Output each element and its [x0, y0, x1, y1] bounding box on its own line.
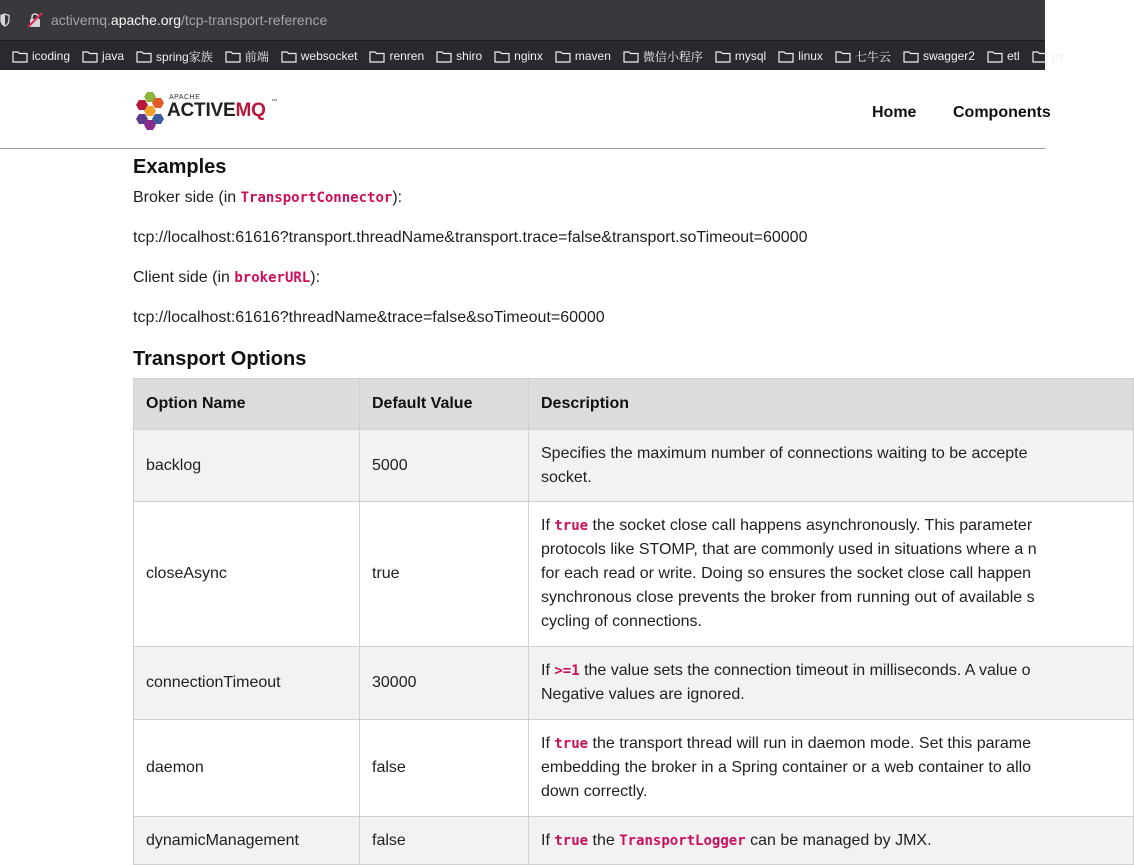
- bookmark-label: spring家族: [156, 49, 213, 64]
- description-text: protocols like STOMP, that are commonly used in situations where a n: [541, 541, 1037, 558]
- logo-mq-text: MQ: [235, 100, 266, 121]
- bookmarks-bar: [0, 40, 1065, 71]
- description-line: [541, 610, 1121, 634]
- folder-icon: [494, 50, 510, 63]
- broker-url-example: tcp://localhost:61616?transport.threadName&transport.trace=false&transport.soTimeout=60000: [133, 229, 808, 246]
- url-path: /tcp-transport-reference: [180, 12, 328, 28]
- folder-icon: [369, 50, 385, 63]
- description-line: [541, 514, 1121, 538]
- folder-icon: [136, 50, 152, 63]
- description-line: [541, 538, 1121, 562]
- default-value-cell: false: [360, 817, 529, 865]
- option-name-cell: connectionTimeout: [134, 647, 360, 720]
- bookmark-folder[interactable]: [555, 41, 611, 71]
- folder-icon: [987, 50, 1003, 63]
- description-text: If: [541, 735, 555, 752]
- default-value-cell: true: [360, 502, 529, 647]
- folder-icon: [12, 50, 28, 63]
- description-line: [541, 442, 1121, 466]
- bookmark-folder[interactable]: [436, 41, 482, 71]
- description-line: [541, 586, 1121, 610]
- insecure-lock-icon[interactable]: [27, 12, 43, 28]
- bookmark-label: 七牛云: [854, 49, 891, 64]
- bookmark-folder[interactable]: [12, 41, 70, 71]
- description-cell: [529, 430, 1134, 502]
- default-value-cell: 30000: [360, 647, 529, 720]
- folder-icon: [623, 50, 639, 63]
- url-prefix: activemq.: [51, 12, 111, 28]
- table-row: [134, 430, 1134, 502]
- folder-icon: [1032, 50, 1048, 63]
- examples-heading: Examples: [133, 156, 227, 178]
- bookmark-label: renren: [389, 49, 425, 63]
- description-text: down correctly.: [541, 783, 648, 800]
- header-default-value: Default Value: [360, 379, 529, 430]
- url-text[interactable]: [51, 12, 327, 28]
- url-host: apache.org: [110, 12, 181, 28]
- folder-icon: [281, 50, 297, 63]
- description-text: the: [588, 831, 620, 849]
- bookmark-folder[interactable]: [225, 41, 269, 71]
- inline-code: true: [554, 832, 589, 849]
- bookmark-label: java: [102, 49, 125, 63]
- logo-trademark: ™: [271, 99, 277, 105]
- bookmark-folder[interactable]: [494, 41, 543, 71]
- broker-side-suffix: ):: [392, 189, 403, 206]
- default-value-cell: false: [360, 720, 529, 817]
- description-text: If: [541, 517, 555, 534]
- description-text: cycling of connections.: [541, 613, 702, 630]
- description-line: [541, 683, 1121, 707]
- bookmark-label: shiro: [456, 49, 483, 63]
- bookmark-label: 前端: [244, 49, 269, 64]
- default-value-cell: 5000: [360, 430, 529, 502]
- folder-icon: [835, 50, 851, 63]
- broker-side-code: TransportConnector: [240, 190, 393, 206]
- bookmark-label: nginx: [514, 49, 543, 63]
- description-text: socket.: [541, 468, 592, 486]
- transport-options-table: [133, 378, 1134, 865]
- description-line: [541, 659, 1121, 683]
- description-text: can be managed by JMX.: [745, 831, 932, 849]
- folder-icon: [82, 50, 98, 63]
- bookmark-label: py: [1051, 49, 1065, 63]
- inline-code: true: [554, 518, 589, 534]
- bookmark-folder[interactable]: [1032, 41, 1065, 71]
- folder-icon: [778, 50, 794, 63]
- header-description: Description: [529, 379, 1134, 430]
- bookmark-folder[interactable]: [369, 41, 424, 71]
- broker-side-text: [133, 189, 402, 207]
- folder-icon: [436, 50, 452, 63]
- description-line: [541, 780, 1121, 804]
- folder-icon: [903, 50, 919, 63]
- description-line: [541, 756, 1121, 780]
- client-side-prefix: Client side (in: [133, 269, 235, 286]
- bookmark-label: linux: [798, 49, 823, 63]
- site-header: [0, 70, 1051, 149]
- logo-brand-text: [167, 100, 266, 122]
- folder-icon: [715, 50, 731, 63]
- logo-active-text: ACTIVE: [167, 100, 236, 121]
- inline-code: true: [554, 736, 589, 752]
- option-name-cell: backlog: [134, 430, 360, 502]
- description-text: the value sets the connection timeout in milliseconds. A value o: [579, 662, 1031, 679]
- inline-code: >=1: [554, 663, 580, 679]
- broker-side-prefix: Broker side (in: [133, 189, 241, 206]
- transport-options-heading: Transport Options: [133, 348, 307, 370]
- client-url-example: tcp://localhost:61616?threadName&trace=false&soTimeout=60000: [133, 309, 605, 326]
- bookmark-folder[interactable]: [136, 41, 213, 71]
- option-name-cell: daemon: [134, 720, 360, 817]
- bookmark-label: etl: [1006, 49, 1020, 63]
- table-header-row: [134, 379, 1134, 430]
- description-cell: [529, 502, 1134, 647]
- description-text: If: [541, 662, 555, 679]
- description-text: embedding the broker in a Spring container or a web container to allo: [541, 759, 1032, 776]
- bookmark-folder[interactable]: [835, 41, 891, 71]
- bookmark-label: icoding: [32, 49, 71, 63]
- activemq-logo-mark-icon: [136, 90, 166, 134]
- inline-code: TransportLogger: [619, 832, 746, 849]
- description-line: [541, 732, 1121, 756]
- description-cell: [529, 720, 1134, 817]
- description-line: [541, 562, 1121, 586]
- description-text: Negative values are ignored.: [541, 686, 745, 703]
- table-row: [134, 502, 1134, 647]
- header-option-name: Option Name: [134, 379, 360, 430]
- bookmark-folder[interactable]: [715, 41, 766, 71]
- bookmark-folder[interactable]: [623, 41, 703, 71]
- description-text: If: [541, 831, 555, 849]
- description-text: for each read or write. Doing so ensures the socket close call happen: [541, 565, 1032, 582]
- bookmark-folder[interactable]: [903, 41, 975, 71]
- table-row: [134, 720, 1134, 817]
- browser-url-bar[interactable]: [0, 0, 1045, 40]
- description-text: the transport thread will run in daemon mode. Set this parame: [588, 735, 1031, 752]
- option-name-cell: dynamicManagement: [134, 817, 360, 865]
- bookmark-label: mysql: [734, 49, 767, 63]
- bookmark-label: swagger2: [922, 49, 975, 63]
- bookmark-folder[interactable]: [281, 41, 358, 71]
- client-side-suffix: ):: [310, 269, 321, 286]
- bookmark-label: maven: [574, 49, 611, 63]
- description-line: [541, 829, 1121, 853]
- description-line: [541, 466, 1121, 490]
- folder-icon: [225, 50, 241, 63]
- bookmark-label: websocket: [300, 49, 358, 63]
- bookmark-folder[interactable]: [82, 41, 124, 71]
- table-row: [134, 817, 1134, 865]
- client-side-text: [133, 269, 320, 287]
- table-row: [134, 647, 1134, 720]
- option-name-cell: closeAsync: [134, 502, 360, 647]
- description-cell: [529, 817, 1134, 865]
- description-text: the socket close call happens asynchronously. This parameter: [588, 517, 1033, 534]
- folder-icon: [555, 50, 571, 63]
- description-cell: [529, 647, 1134, 720]
- description-text: Specifies the maximum number of connections waiting to be accepte: [541, 444, 1028, 462]
- bookmark-label: 微信小程序: [642, 49, 703, 64]
- bookmark-folder[interactable]: [778, 41, 823, 71]
- description-text: synchronous close prevents the broker from running out of available s: [541, 589, 1035, 606]
- activemq-logo[interactable]: [136, 90, 276, 134]
- nav-components[interactable]: Components: [953, 104, 1051, 121]
- tracking-shield-icon[interactable]: [0, 13, 10, 27]
- logo-apache-text: APACHE: [169, 94, 201, 101]
- bookmark-folder[interactable]: [987, 41, 1020, 71]
- nav-home[interactable]: Home: [872, 104, 917, 121]
- client-side-code: brokerURL: [234, 270, 311, 286]
